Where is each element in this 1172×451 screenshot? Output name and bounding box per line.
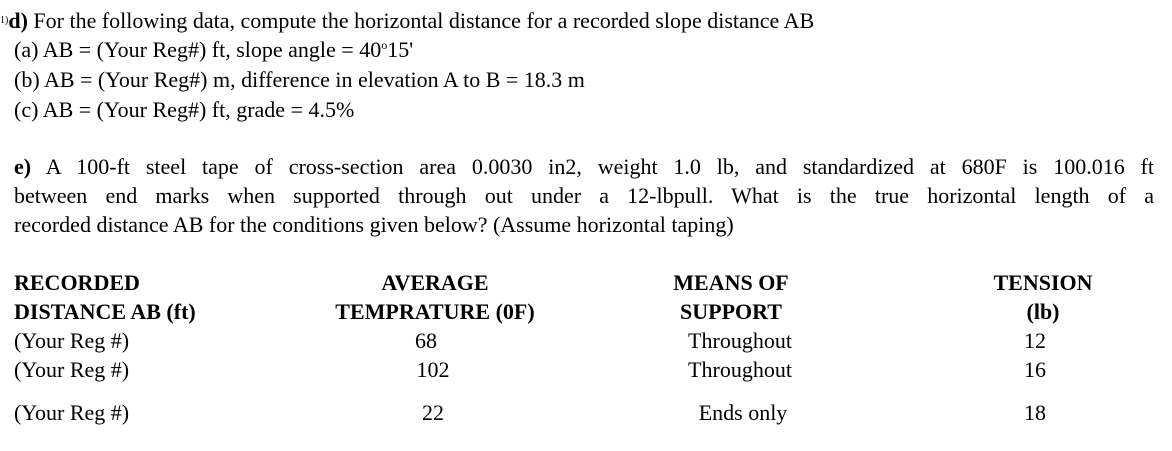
question-e-line-2: between end marks when supported through out under a 12-lbpull. What is the true horizontal length of a	[14, 183, 1154, 208]
question-d-item-a	[14, 37, 413, 66]
header-temperature-line2: TEMPRATURE (0F)	[335, 299, 535, 324]
row-3-tension: 18	[1024, 400, 1046, 425]
header-support-line2: SUPPORT	[680, 299, 782, 324]
row-2-temperature: 102	[416, 357, 450, 382]
row-2-tension: 16	[1024, 357, 1046, 382]
header-support-line1: MEANS OF	[673, 270, 789, 295]
header-recorded-line2: DISTANCE AB (ft)	[14, 299, 196, 324]
header-recorded-line1: RECORDED	[14, 270, 140, 295]
header-temperature-line1: AVERAGE	[381, 270, 489, 295]
row-3-distance: (Your Reg #)	[14, 400, 130, 425]
row-2-support: Throughout	[688, 357, 792, 382]
row-3-temperature: 22	[422, 400, 444, 425]
item-a-suffix: 15'	[387, 37, 414, 62]
question-d-text: For the following data, compute the horizontal distance for a recorded slope distance AB	[27, 8, 815, 33]
question-e-line-1	[14, 154, 1154, 180]
row-1-tension: 12	[1024, 328, 1046, 353]
question-d-item-c: (c) AB = (Your Reg#) ft, grade = 4.5%	[14, 97, 355, 122]
item-a-prefix: (a) AB = (Your Reg#) ft, slope angle = 40	[14, 37, 382, 62]
question-e-line-1-text: A 100-ft steel tape of cross-section area 0.0030 in2, weight 1.0 lb, and standardized at 680F is 100.016 ft	[31, 154, 1154, 179]
row-1-support: Throughout	[688, 328, 792, 353]
question-d-item-b: (b) AB = (Your Reg#) m, difference in elevation A to B = 18.3 m	[14, 67, 585, 92]
footnote-marker: 1)	[0, 15, 9, 26]
question-e-line-3: recorded distance AB for the conditions given below? (Assume horizontal taping)	[14, 212, 734, 237]
header-tension-line2: (lb)	[1026, 299, 1060, 324]
row-2-distance: (Your Reg #)	[14, 357, 130, 382]
header-tension-line1: TENSION	[993, 270, 1093, 295]
row-1-temperature: 68	[415, 328, 437, 353]
question-e-label: e)	[14, 154, 32, 179]
degree-mark: o	[381, 38, 388, 52]
question-d-label: d)	[8, 8, 28, 33]
row-1-distance: (Your Reg #)	[14, 328, 130, 353]
question-d-heading	[0, 8, 814, 39]
row-3-support: Ends only	[698, 400, 788, 425]
